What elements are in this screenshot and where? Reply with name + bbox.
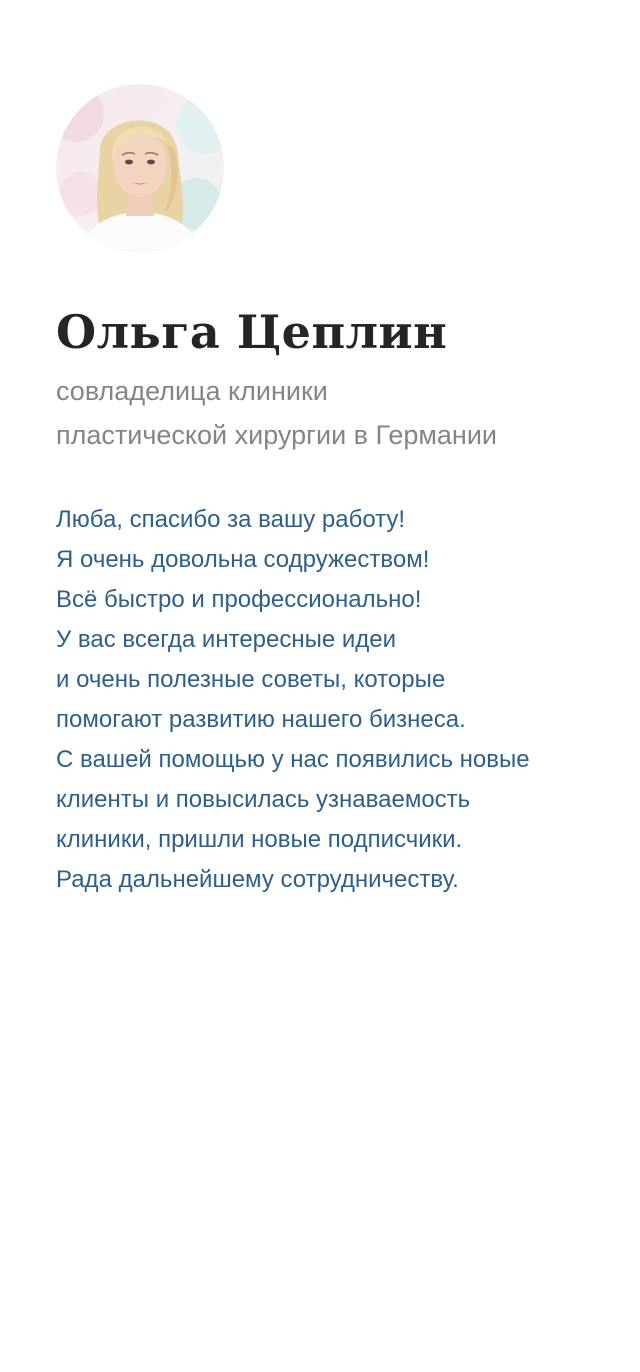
quote-line: Я очень довольна содружеством! [56, 546, 430, 573]
quote-line: и очень полезные советы, которые [56, 666, 446, 693]
quote-line: Люба, спасибо за вашу работу! [56, 506, 406, 533]
quote-line: помогают развитию нашего бизнеса. [56, 706, 466, 733]
quote-line: клиники, пришли новые подписчики. [56, 826, 463, 853]
author-role [56, 369, 616, 457]
quote-line: С вашей помощью у нас появились новые [56, 746, 530, 773]
testimonial-quote [56, 500, 626, 900]
quote-line: клиенты и повысилась узнаваемость [56, 786, 471, 813]
author-role-line: пластической хирургии в Германии [56, 420, 498, 450]
quote-line: Всё быстро и профессионально! [56, 586, 422, 613]
quote-line: У вас всегда интересные идеи [56, 626, 397, 653]
avatar-photo [56, 84, 224, 252]
quote-line: Рада дальнейшему сотрудничеству. [56, 866, 459, 893]
author-name: Ольга Цеплин [56, 305, 448, 359]
avatar [56, 84, 224, 252]
author-role-line: совладелица клиники [56, 376, 328, 406]
